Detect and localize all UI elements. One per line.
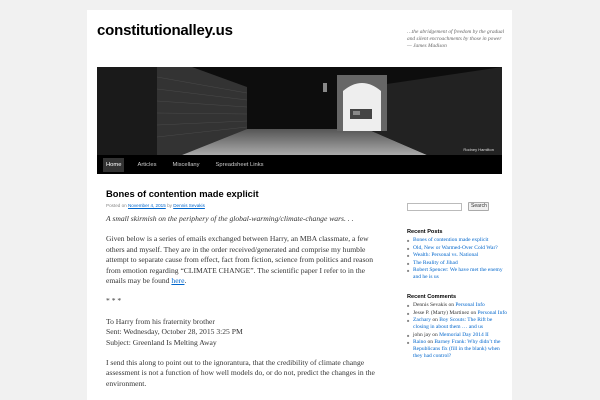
paragraph-1-end: . [184, 276, 187, 286]
email-header [106, 317, 381, 348]
main-nav [97, 155, 502, 174]
email-line-3: Subject: Greenland Is Melting Away [106, 337, 217, 347]
comment-post-link[interactable]: Boy Scouts: The Rift be closing in about them … and us [413, 317, 493, 330]
entry-meta [106, 203, 381, 208]
list-item [407, 310, 507, 317]
search-button[interactable]: Search [468, 202, 489, 211]
list-item [407, 260, 507, 267]
comment-author-link[interactable]: Zachary [413, 317, 432, 323]
list-item [407, 317, 507, 331]
entry-content [106, 214, 381, 389]
comment-post-link[interactable]: Personal Info [455, 302, 485, 308]
post-paragraph-1 [106, 234, 381, 286]
nav-articles[interactable]: Articles [137, 161, 157, 168]
comment-author: Jesse P. (Marty) Martinez [413, 309, 470, 316]
post-date-link[interactable]: November 4, 2015 [127, 203, 166, 208]
photo-credit: Rodney Hamilton [463, 147, 494, 152]
list-item [407, 267, 507, 281]
recent-post-link[interactable]: The Reality of Jihad [413, 259, 458, 266]
search-form [407, 198, 507, 216]
comment-on: on [448, 302, 454, 308]
comment-post-link[interactable]: Personal Info [477, 309, 507, 316]
page-wrapper [87, 10, 512, 400]
post-paragraph-2: I send this along to point out to the ignorantura, that the credibility of climate change assessment is not a function of how well models do, or do not, predict the changes in the environment. [106, 358, 375, 388]
comment-on: on [432, 331, 438, 338]
comment-author: john jay [413, 331, 431, 338]
recent-post-link[interactable]: Wealth: Personal vs. National [413, 252, 479, 258]
comment-post-link[interactable]: Barney Frank: Why didn’t the Republicans fix (fill in the blank) when they had control? [413, 339, 501, 359]
email-line-2: Sent: Wednesday, October 28, 2015 3:25 PM [106, 327, 243, 337]
search-input[interactable] [407, 203, 462, 211]
comment-on: on [427, 339, 434, 345]
recent-posts-widget [407, 229, 507, 281]
list-item [407, 245, 507, 252]
list-item [407, 339, 507, 360]
comment-author-link[interactable]: Raino [413, 339, 427, 345]
email-line-1: To Harry from his fraternity brother [106, 316, 215, 326]
comment-on: on [432, 317, 438, 323]
list-item [407, 302, 507, 309]
recent-post-link[interactable]: Robert Spencer: We have met the enemy and he is us [413, 267, 503, 280]
post-author-link[interactable]: Dennis Sevakis [173, 203, 205, 208]
recent-post-link[interactable]: Old, New or Warmed-Over Cold War? [413, 244, 498, 251]
comment-author: Dennis Sevakis [413, 302, 448, 308]
post-title[interactable]: Bones of contention made explicit [106, 188, 259, 199]
sidebar [407, 198, 507, 361]
comment-on: on [470, 309, 477, 316]
section-separator: * * * [106, 296, 122, 306]
nav-spreadsheet-links[interactable]: Spreadsheet Links [215, 161, 264, 168]
recent-comments-widget [407, 294, 507, 360]
list-item [407, 237, 507, 244]
site-tagline: …the abridgement of freedom by the gradual and silent encroachments by those in power — James Madison [407, 29, 505, 49]
comment-post-link[interactable]: Memorial Day 2014 II [439, 331, 489, 338]
header-image [97, 67, 502, 155]
nav-home[interactable]: Home [103, 158, 124, 172]
main-content [106, 188, 381, 399]
recent-posts-title: Recent Posts [407, 229, 443, 235]
meta-prefix: Posted on [106, 203, 127, 208]
paragraph-1-text: Given below is a series of emails exchanged between Harry, an MBA classmate, a few others and myself. They are in the order received/generated and comprise my humble attempt to separate cause from effect, fact from fiction, science from politics and reason from emotion regarding “CLIMATE CHANGE”. The scientific paper I refer to in the emails may be found [106, 234, 374, 286]
recent-post-link[interactable]: Bones of contention made explicit [413, 237, 489, 243]
meta-by: by [167, 203, 172, 208]
header-alley-photo [97, 67, 502, 155]
list-item [407, 332, 507, 339]
list-item [407, 252, 507, 259]
nav-miscellany[interactable]: Miscellany [172, 161, 200, 168]
site-title[interactable]: constitutionalley.us [97, 22, 233, 39]
paper-link[interactable]: here [171, 276, 185, 286]
recent-comments-title: Recent Comments [407, 294, 457, 300]
post-lead: A small skirmish on the periphery of the global-warming/climate-change wars. . . [106, 214, 354, 223]
